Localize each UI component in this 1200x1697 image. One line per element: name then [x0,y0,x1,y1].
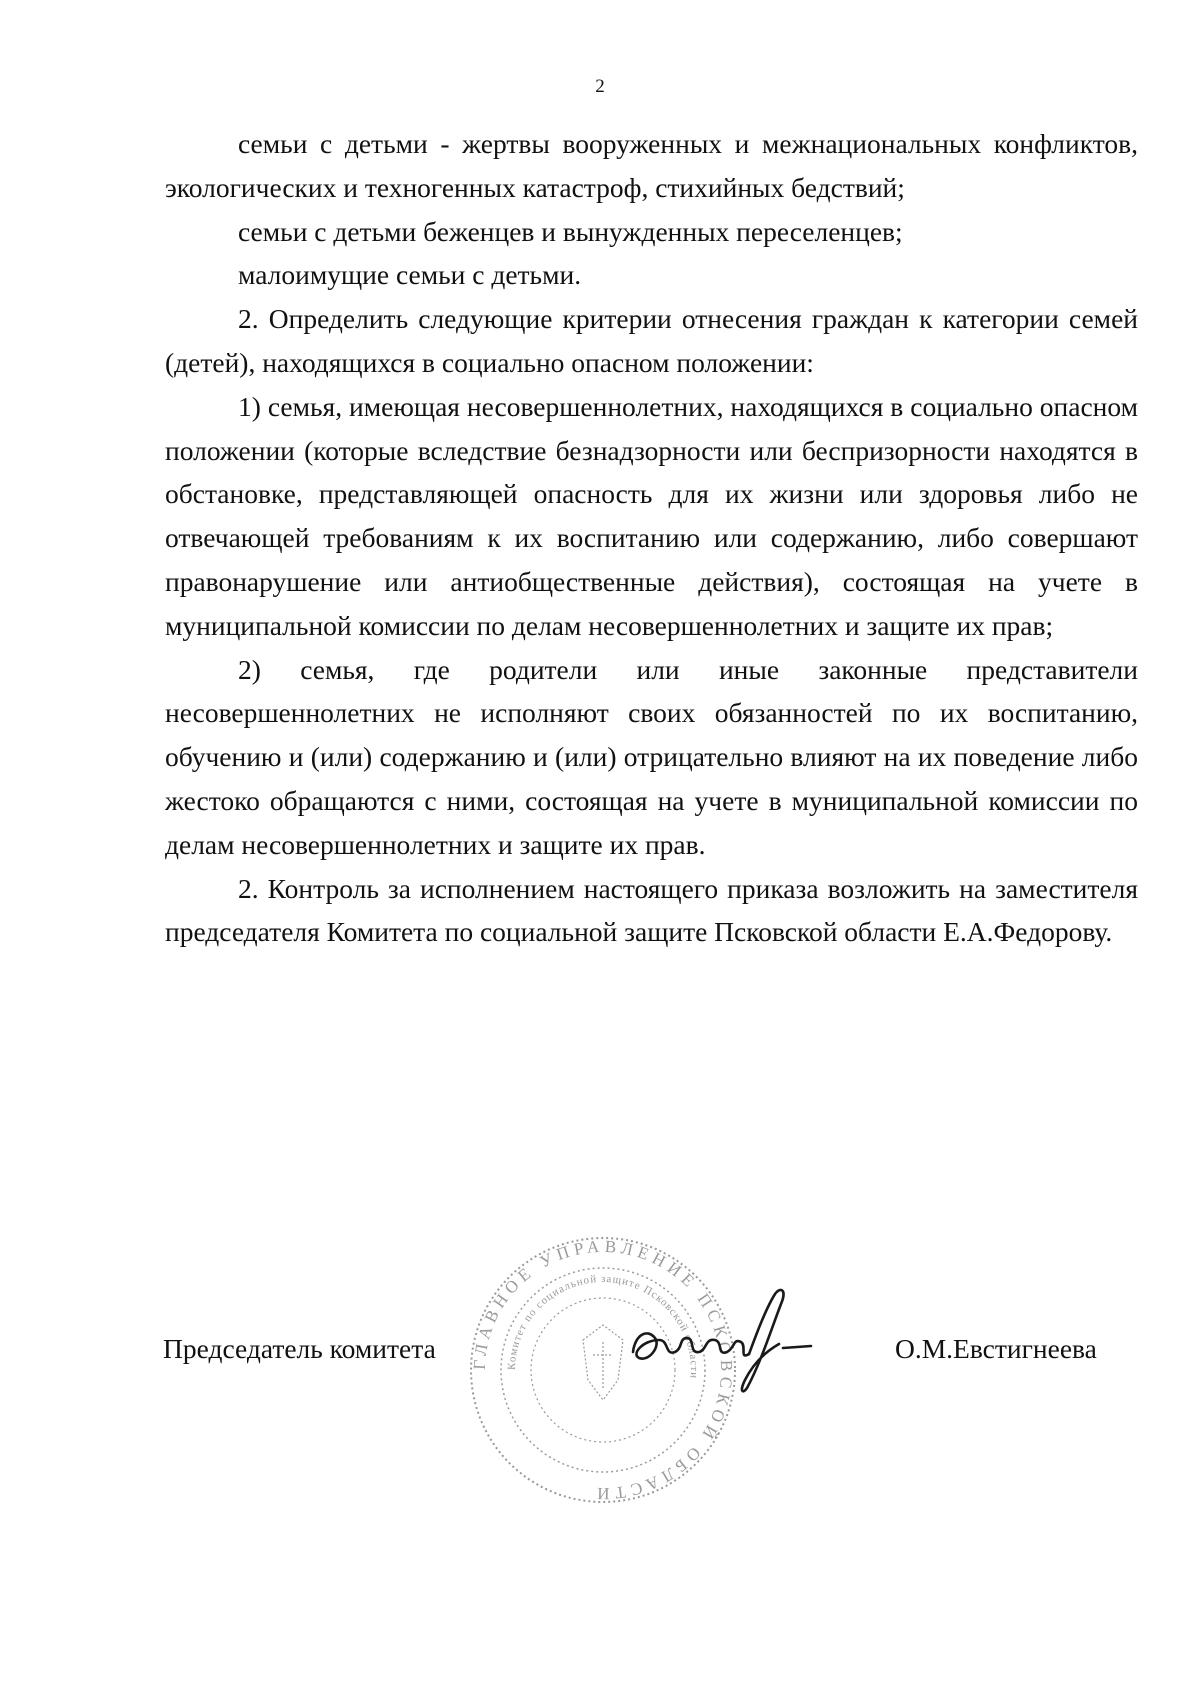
document-body [165,122,1138,954]
signatory-name: О.М.Евстигнеева [895,1333,1097,1364]
paragraph: 1) семья, имеющая несовершеннолетних, находящихся в социально опасном положении (которые вследствие безнадзорности или беспризорности находятся в обстановке, представляющей опасность для их жизни или здоровья либо не отвечающей требованиям к их воспитанию или содержанию, либо совершают правонарушение или антиобщественные действия), состоящая на учете в муниципальной комиссии по делам несовершеннолетних и защите их прав; [165,390,1138,641]
paragraph: 2. Контроль за исполнением настоящего приказа возложить на заместителя председателя Комитета по социальной защите Псковской области Е.А.Федорову. [165,872,1138,948]
paragraph: семьи с детьми - жертвы вооруженных и межнациональных конфликтов, экологических и техногенных катастроф, стихийных бедствий; [165,128,1138,203]
signatory-title: Председатель комитета [163,1333,436,1364]
seal-inner-text: Комитет по социальной защите Псковской области [505,1272,701,1380]
seal-emblem [583,1325,623,1400]
page-number: 2 [595,76,605,97]
paragraph: 2) семья, где родители или иные законные представители несовершеннолетних не исполняют своих обязанностей по их воспитанию, обучению и (или) содержанию и (или) отрицательно влияют на их поведение либо жестоко обращаются с ними, состоящая на учете в муниципальной комиссии по делам несовершеннолетних и защите их прав. [165,653,1138,860]
paragraph: 2. Определить следующие критерии отнесения граждан к категории семей (детей), находящихся в социально опасном положении: [165,303,1138,378]
paragraph: малоимущие семьи с детьми. [238,259,582,291]
handwritten-signature [625,1280,815,1400]
paragraph: семьи с детьми беженцев и вынужденных переселенцев; [238,215,903,247]
seal-outer-text: ГЛАВНОЕ УПРАВЛЕНИЕ ПСКОВСКОЙ ОБЛАСТИ [469,1236,737,1504]
